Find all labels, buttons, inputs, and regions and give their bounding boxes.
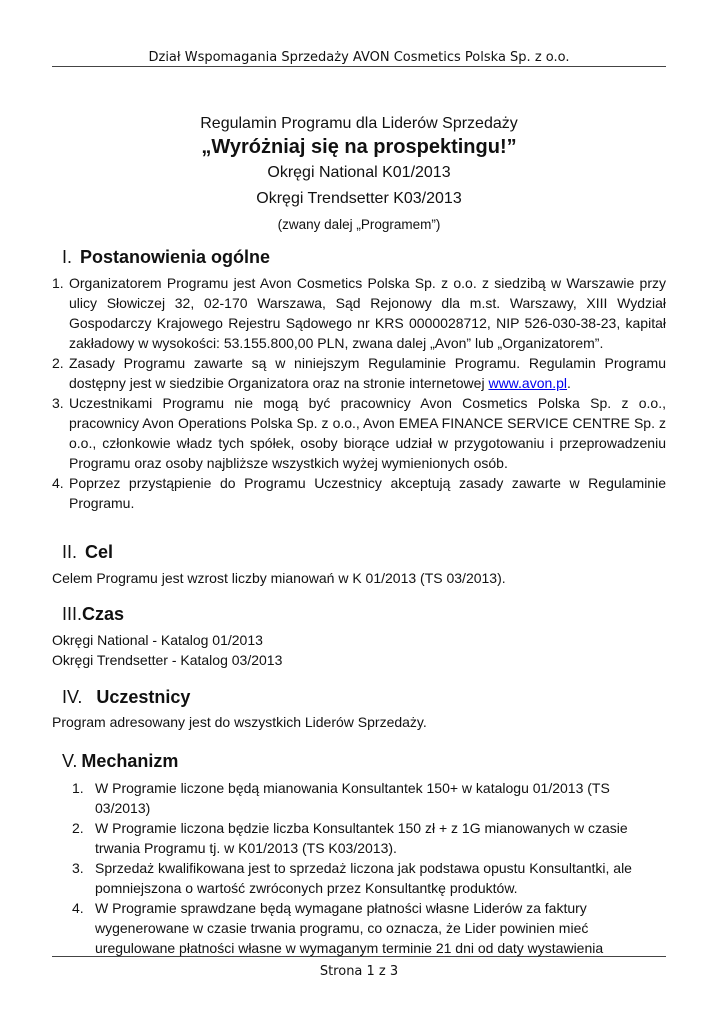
section-number: I. xyxy=(62,247,73,267)
footer-rule xyxy=(52,956,666,957)
list-item-text: Sprzedaż kwalifikowana jest to sprzedaż liczona jak podstawa opustu Konsultantki, ale pomniejszona o wartość zwróconych przez Konsultantkę produktów. xyxy=(95,860,632,896)
section-title: Czas xyxy=(82,604,125,624)
list-item-text: W Programie liczona będzie liczba Konsultantek 150 zł + z 1G mianowanych w czasie trwania Programu tj. w K01/2013 (TS K03/2013). xyxy=(95,820,628,856)
section-heading-participants xyxy=(62,686,190,708)
list-item-text: W Programie sprawdzane będą wymagane płatności własne Liderów za faktury wygenerowane w czasie trwania programu, co oznacza, że Lider powinien mieć uregulowane płatności własne w wymaganym terminie 21 dni od daty wystawienia xyxy=(95,900,604,956)
section-number: III. xyxy=(62,604,83,624)
districts-national: Okręgi National K01/2013 xyxy=(267,164,451,181)
program-alias: (zwany dalej „Programem”) xyxy=(277,217,441,232)
list-marker: 1. xyxy=(52,275,64,291)
title-block xyxy=(52,114,666,234)
section-title: Uczestnicy xyxy=(96,687,191,707)
section-title: Postanowienia ogólne xyxy=(80,247,271,267)
list-item xyxy=(52,273,666,353)
running-header: Dział Wspomagania Sprzedaży AVON Cosmetics Polska Sp. z o.o. xyxy=(148,50,570,65)
list-item xyxy=(52,353,666,393)
list-item-text: Organizatorem Programu jest Avon Cosmetics Polska Sp. z o.o. z siedzibą w Warszawie przy ulicy Słowiczej 32, 02-170 Warszawa, Sąd Rejonowy dla m.st. Warszawy, XIII Wydział Gospodarczy Krajowego Rejestru Sądowego nr KRS 0000028712, NIP 526-030-38-23, kapitał zakładowy w wysokości: 53.155.800,00 PLN, zwana dalej „Avon” lub „Organizatorem”. xyxy=(69,275,666,351)
list-item xyxy=(72,778,666,818)
mechanism-list xyxy=(72,778,666,958)
section-number: II. xyxy=(62,542,78,562)
section-heading-general xyxy=(62,246,270,268)
list-marker: 2. xyxy=(52,355,64,371)
list-item xyxy=(72,858,666,898)
section-title: Mechanizm xyxy=(81,751,179,771)
list-marker: 2. xyxy=(72,820,84,836)
list-item-text: Uczestnikami Programu nie mogą być pracownicy Avon Cosmetics Polska Sp. z o.o., pracownicy Avon Operations Polska Sp. z o.o., Avon EMEA FINANCE SERVICE CENTRE Sp. z o.o., członkowie władz tych spółek, osoby biorące udział w przygotowaniu i przeprowadzeniu Programu oraz osoby najbliższe wszystkich wyżej wymienionych osób. xyxy=(69,395,666,471)
goal-text: Celem Programu jest wzrost liczby mianowań w K 01/2013 (TS 03/2013). xyxy=(52,570,506,586)
list-item xyxy=(52,473,666,513)
section-title: Cel xyxy=(85,542,114,562)
list-marker: 3. xyxy=(72,860,84,876)
section-heading-goal xyxy=(62,541,113,563)
districts-trendsetter: Okręgi Trendsetter K03/2013 xyxy=(256,190,462,207)
list-item-text: Poprzez przystąpienie do Programu Uczestnicy akceptują zasady zawarte w Regulaminie Programu. xyxy=(69,475,666,511)
list-marker: 4. xyxy=(72,900,84,916)
section-number: IV. xyxy=(62,687,83,707)
list-marker: 4. xyxy=(52,475,64,491)
time-line-trendsetter: Okręgi Trendsetter - Katalog 03/2013 xyxy=(52,652,283,668)
list-item-text-end: . xyxy=(567,375,571,391)
list-item xyxy=(72,818,666,858)
list-item-text: W Programie liczone będą mianowania Konsultantek 150+ w katalogu 01/2013 (TS 03/2013) xyxy=(95,780,610,816)
section-number: V. xyxy=(62,751,78,771)
regulation-title: Regulamin Programu dla Liderów Sprzedaży xyxy=(200,115,518,132)
general-provisions-list xyxy=(52,273,666,513)
avon-website-link[interactable]: www.avon.pl xyxy=(488,375,568,391)
list-marker: 1. xyxy=(72,780,84,796)
section-heading-mechanism xyxy=(62,750,178,772)
participants-text: Program adresowany jest do wszystkich Liderów Sprzedaży. xyxy=(52,714,427,730)
header-rule xyxy=(52,66,666,67)
list-item-text: Zasady Programu zawarte są w niniejszym Regulaminie Programu. Regulamin Programu dostępny jest w siedzibie Organizatora oraz na stronie internetowej xyxy=(69,355,666,391)
page-number: Strona 1 z 3 xyxy=(319,964,399,979)
program-name: „Wyróżniaj się na prospektingu!” xyxy=(201,136,517,158)
time-line-national: Okręgi National - Katalog 01/2013 xyxy=(52,632,263,648)
list-item xyxy=(52,393,666,473)
list-item xyxy=(72,898,666,958)
list-marker: 3. xyxy=(52,395,64,411)
section-heading-time xyxy=(62,603,124,625)
